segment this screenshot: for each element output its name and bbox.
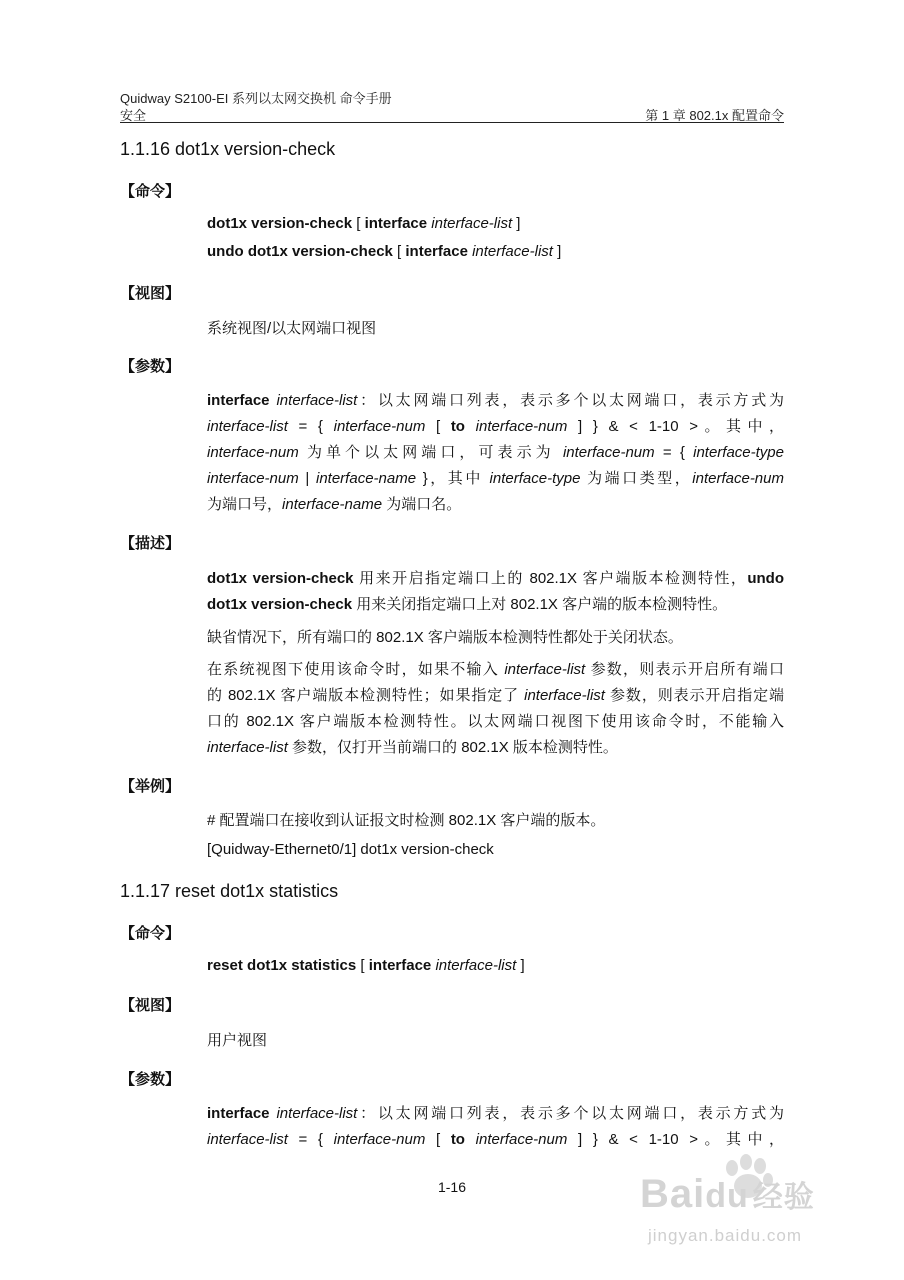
watermark	[640, 1150, 870, 1260]
command-syntax: dot1x version-check [ interface interface-list ]	[207, 215, 521, 232]
header-title: Quidway S2100-EI 系列以太网交换机 命令手册	[120, 91, 392, 106]
command-syntax: reset dot1x statistics [ interface interface-list ]	[207, 957, 525, 974]
desc-line: 的 802.1X 客户端版本检测特性；如果指定了 interface-list 参数，则表示开启指定端	[207, 687, 785, 704]
tag-view: 【视图】	[120, 285, 181, 302]
view-text: 系统视图/以太网端口视图	[207, 320, 377, 337]
page-number: 1-16	[437, 1179, 467, 1195]
header-section: 安全	[120, 108, 147, 123]
watermark-logo: Baidu 经验	[640, 1172, 815, 1216]
desc-line: dot1x version-check 用来开启指定端口上的 802.1X 客户端版本检测特性，undo	[207, 570, 784, 587]
header-rule	[120, 122, 784, 123]
section-title-reset-statistics: 1.1.17 reset dot1x statistics	[120, 881, 339, 901]
tag-example: 【举例】	[120, 778, 181, 795]
param-line: interface interface-list：以太网端口列表，表示多个以太网端口，表示方式为	[207, 1105, 784, 1122]
example-command: [Quidway-Ethernet0/1] dot1x version-check	[207, 841, 494, 858]
example-comment: # 配置端口在接收到认证报文时检测 802.1X 客户端的版本。	[207, 812, 606, 829]
undo-command-syntax: undo dot1x version-check [ interface interface-list ]	[207, 243, 562, 260]
tag-command: 【命令】	[120, 183, 181, 200]
desc-line: 口的 802.1X 客户端版本检测特性。以太网端口视图下使用该命令时，不能输入	[207, 713, 784, 730]
header-chapter: 第 1 章 802.1x 配置命令	[645, 108, 784, 123]
param-line: interface-list = { interface-num [ to interface-num ] } & < 1-10 >。其中，	[207, 1131, 784, 1148]
view-text: 用户视图	[207, 1032, 268, 1049]
param-line: interface-list = { interface-num [ to interface-num ] } & < 1-10 >。其中，	[207, 418, 784, 435]
tag-param: 【参数】	[120, 358, 181, 375]
param-line: interface interface-list：以太网端口列表，表示多个以太网端口，表示方式为	[207, 392, 784, 409]
desc-line: 在系统视图下使用该命令时，如果不输入 interface-list 参数，则表示开启所有端口	[207, 661, 785, 678]
desc-line: 缺省情况下，所有端口的 802.1X 客户端版本检测特性都处于关闭状态。	[207, 629, 683, 646]
tag-desc: 【描述】	[120, 535, 181, 552]
param-line: interface-num 为单个以太网端口，可表示为 interface-num = { interface-type	[207, 444, 784, 461]
tag-view: 【视图】	[120, 997, 181, 1014]
tag-param: 【参数】	[120, 1071, 181, 1088]
param-line: interface-num | interface-name }，其中 interface-type 为端口类型，interface-num	[207, 470, 784, 487]
tag-command: 【命令】	[120, 925, 181, 942]
param-line: 为端口号，interface-name 为端口名。	[207, 496, 462, 513]
desc-line: interface-list 参数，仅打开当前端口的 802.1X 版本检测特性。	[207, 739, 618, 756]
section-title-version-check: 1.1.16 dot1x version-check	[120, 139, 336, 159]
watermark-url: jingyan.baidu.com	[648, 1226, 803, 1245]
desc-line: dot1x version-check 用来关闭指定端口上对 802.1X 客户端的版本检测特性。	[207, 596, 728, 613]
